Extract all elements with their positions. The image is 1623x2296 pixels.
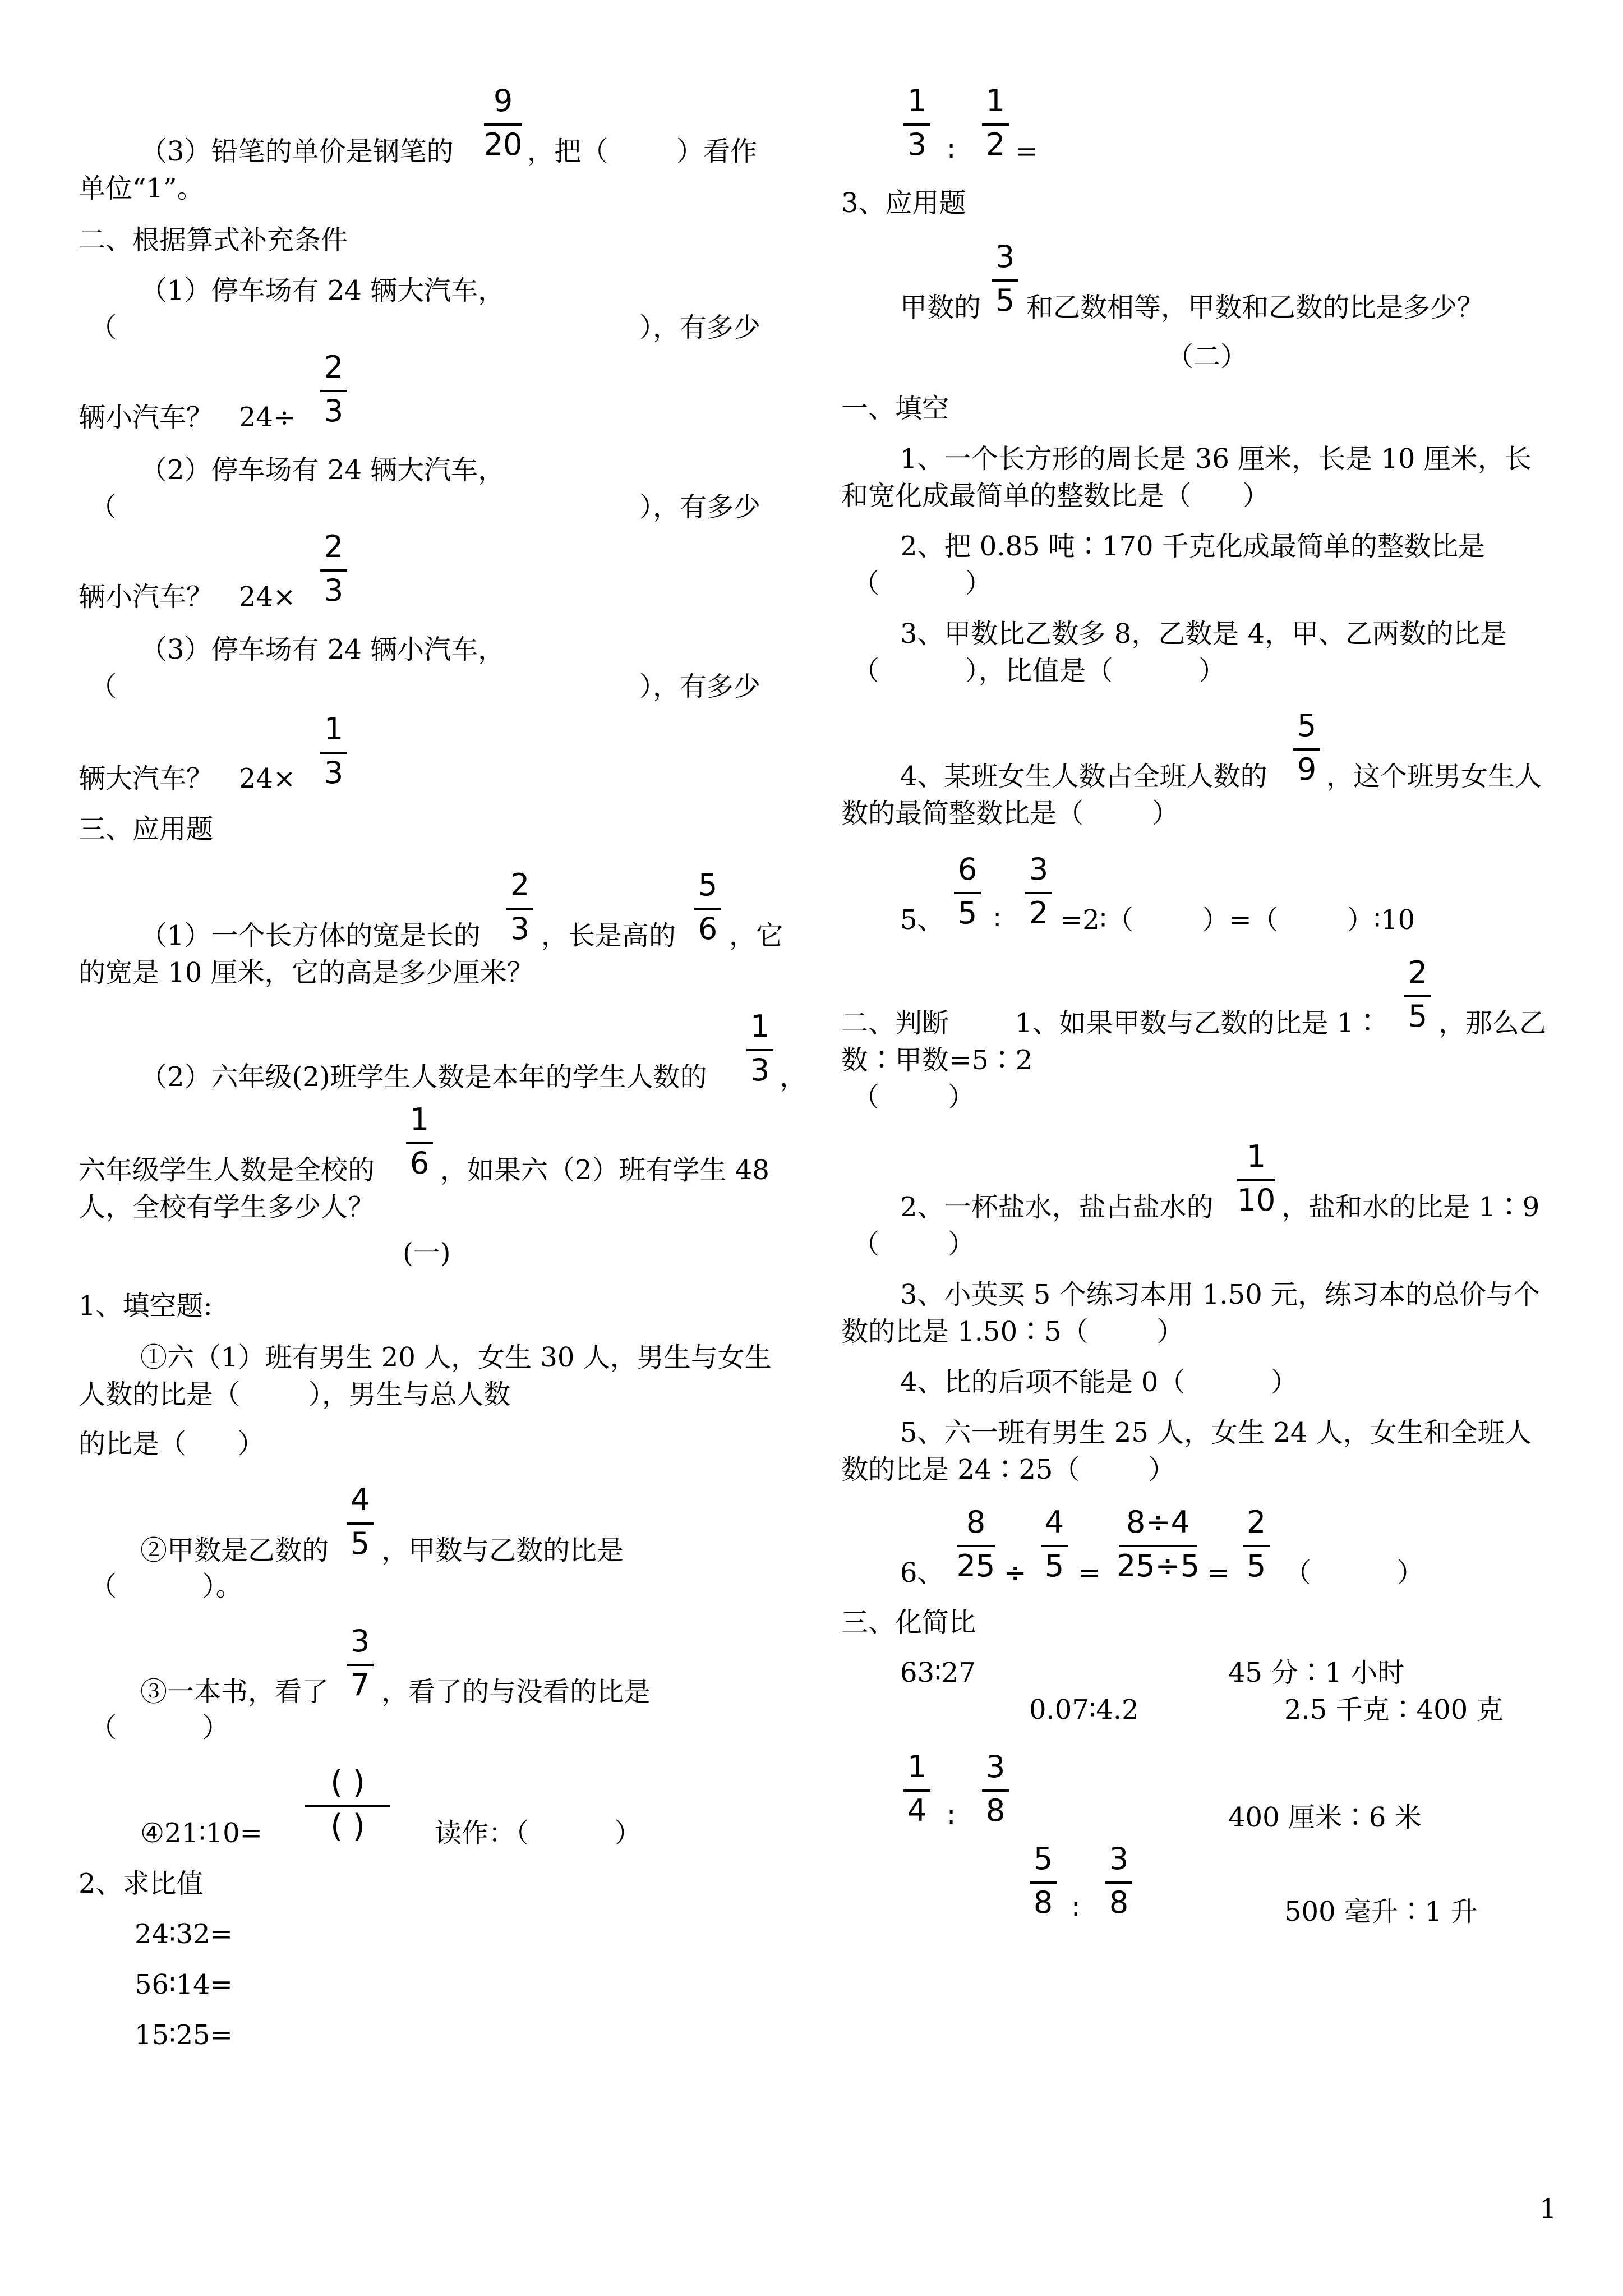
judge1-part-b: ，那么乙 xyxy=(1438,1007,1547,1039)
judge6-blank: （ ） xyxy=(1284,1557,1424,1589)
equals: = xyxy=(1015,136,1038,167)
ratio-item: 56∶14= xyxy=(135,1969,233,2000)
colon: ∶ xyxy=(948,136,955,167)
judge1-line3: （ ） xyxy=(852,1082,975,1113)
r-fill3-line1: 3、甲数比乙数多 8，乙数是 4，甲、乙两数的比是 xyxy=(900,618,1507,650)
sec2-item1-close: ），有多少 xyxy=(639,312,761,343)
app-part-b: 和乙数相等，甲数和乙数的比是多少？ xyxy=(1026,292,1484,323)
section3-title: 三、应用题 xyxy=(79,813,214,845)
judge2-line2: （ ） xyxy=(852,1228,975,1260)
judge4: 4、比的后项不能是 0（ ） xyxy=(900,1366,1298,1398)
r-fill4-part-a: 4、某班女生人数占全班人数的 xyxy=(900,761,1267,792)
judge5-line2: 数的比是 24∶25（ ） xyxy=(841,1454,1175,1485)
fill-title: 1、填空题: xyxy=(79,1290,213,1322)
sec2-item3-line3: 辆大汽车？ 24× xyxy=(79,763,296,794)
judge2-part-a: 2、一杯盐水，盐占盐水的 xyxy=(900,1191,1214,1223)
fill3-part-a: ③一本书，看了 xyxy=(140,1676,329,1708)
app-part-a: 甲数的 xyxy=(900,292,981,323)
judge3-line2: 数的比是 1.50∶5（ ） xyxy=(841,1316,1184,1347)
fill3-line2: （ ） xyxy=(90,1712,229,1743)
r-fill1-line2: 和宽化成最简单的整数比是（ ） xyxy=(841,480,1270,512)
simplify-item: 400 厘米∶6 米 xyxy=(1228,1802,1422,1833)
colon: ∶ xyxy=(994,904,1001,936)
fill2-part-b: ，甲数与乙数的比是 xyxy=(381,1535,624,1566)
fill2-line2: （ ）。 xyxy=(90,1571,243,1602)
sec2-item2-line3: 辆小汽车？ 24× xyxy=(79,581,296,613)
sec2-item3-open: （ xyxy=(90,671,117,702)
ratio-item: 24∶32= xyxy=(135,1918,233,1950)
r-fill3-line2: （ ），比值是（ ） xyxy=(852,655,1226,687)
pencil-question-line2: 单位“1”。 xyxy=(79,173,204,204)
r-fill4-part-b: ，这个班男女生人 xyxy=(1326,761,1542,792)
simplify-item: 45 分∶1 小时 xyxy=(1228,1657,1405,1688)
divide-sign: ÷ xyxy=(1004,1557,1027,1589)
r-fill1-line1: 1、一个长方形的周长是 36 厘米，长是 10 厘米，长 xyxy=(900,443,1532,475)
colon: ∶ xyxy=(948,1802,955,1833)
sec2-item2-line1: （2）停车场有 24 辆大汽车， xyxy=(140,454,505,486)
app1-part-a: （1）一个长方体的宽是长的 xyxy=(140,920,481,951)
judge6-label: 6、 xyxy=(900,1557,944,1589)
sec2-item3-close: ），有多少 xyxy=(639,671,761,702)
simplify-item: 2.5 千克∶400 克 xyxy=(1284,1694,1504,1726)
fill4-part-b: 读作：（ ） xyxy=(435,1818,642,1849)
judge5-line1: 5、六一班有男生 25 人，女生 24 人，女生和全班人 xyxy=(900,1417,1532,1448)
colon: ∶ xyxy=(1072,1894,1080,1925)
fill1-line2: 人数的比是（ ），男生与总人数 xyxy=(79,1379,511,1410)
r-fill4-line2: 数的最简整数比是（ ） xyxy=(841,798,1179,829)
app2-part-c: 六年级学生人数是全校的 xyxy=(79,1154,375,1186)
r-fill2-line1: 2、把 0.85 吨∶170 千克化成最简单的整数比是 xyxy=(900,531,1485,562)
part2-title: （二） xyxy=(1166,341,1248,372)
app2-part-d: ，如果六（2）班有学生 48 xyxy=(440,1154,769,1186)
judge2-part-b: ，盐和水的比是 1∶9 xyxy=(1281,1191,1540,1223)
section2-title: 二、根据算式补充条件 xyxy=(79,224,348,256)
app1-part-b: ，长是高的 xyxy=(541,920,676,951)
sec2-item1-line1: （1）停车场有 24 辆大汽车， xyxy=(140,275,505,306)
app2-line3: 人，全校有学生多少人？ xyxy=(79,1191,375,1223)
r-fill2-line2: （ ） xyxy=(852,568,992,599)
r-fill5-rest: =2∶（ ）=（ ）∶10 xyxy=(1060,904,1415,936)
part1-title: (一) xyxy=(403,1237,451,1269)
ratio-title: 2、求比值 xyxy=(79,1868,204,1899)
app-title: 3、应用题 xyxy=(841,187,966,219)
simplify-title: 三、化简比 xyxy=(841,1607,976,1638)
app1-line2: 的宽是 10 厘米，它的高是多少厘米？ xyxy=(79,957,534,988)
fill1-line1: ①六（1）班有男生 20 人，女生 30 人，男生与女生 xyxy=(140,1342,772,1373)
sec2-item1-open: （ xyxy=(90,312,117,343)
sec2-item2-open: （ xyxy=(90,491,117,523)
sec2-item3-line1: （3）停车场有 24 辆小汽车， xyxy=(140,634,505,665)
judge3-line1: 3、小英买 5 个练习本用 1.50 元，练习本的总价与个 xyxy=(900,1279,1540,1310)
judge1-part-a: 1、如果甲数与乙数的比是 1∶ xyxy=(1015,1007,1381,1039)
judge1-line2: 数∶甲数=5∶2 xyxy=(841,1045,1033,1076)
blank-fraction: ( ) ( ) xyxy=(292,1766,404,1850)
fill4-part-a: ④21∶10= xyxy=(140,1818,262,1849)
app1-part-c: ，它 xyxy=(729,920,783,951)
pencil-question-line1b: ，把（ ）看作 xyxy=(527,136,758,167)
simplify-item: 0.07∶4.2 xyxy=(1029,1694,1139,1726)
simplify-item: 500 毫升∶1 升 xyxy=(1284,1896,1478,1927)
simplify-item: 63∶27 xyxy=(900,1657,976,1688)
app2-part-a: （2）六年级(2)班学生人数是本年的学生人数的 xyxy=(140,1061,707,1093)
sec2-item1-line3: 辆小汽车？ 24÷ xyxy=(79,402,296,433)
fill3-part-b: ，看了的与没看的比是 xyxy=(381,1676,651,1708)
r-fill5-part-a: 5、 xyxy=(900,904,944,936)
pencil-question-line1a: （3）铅笔的单价是钢笔的 xyxy=(140,136,454,167)
fill-title: 一、填空 xyxy=(841,393,949,424)
fill1-line3: 的比是（ ） xyxy=(79,1428,265,1460)
fill2-part-a: ②甲数是乙数的 xyxy=(140,1535,329,1566)
equals: = xyxy=(1078,1557,1101,1589)
judge-title: 二、判断 xyxy=(841,1007,949,1039)
ratio-item: 15∶25= xyxy=(135,2019,233,2051)
equals: = xyxy=(1207,1557,1230,1589)
sec2-item2-close: ），有多少 xyxy=(639,491,761,523)
app2-part-b: ， xyxy=(780,1061,807,1093)
page-number: 1 xyxy=(1539,2193,1557,2225)
